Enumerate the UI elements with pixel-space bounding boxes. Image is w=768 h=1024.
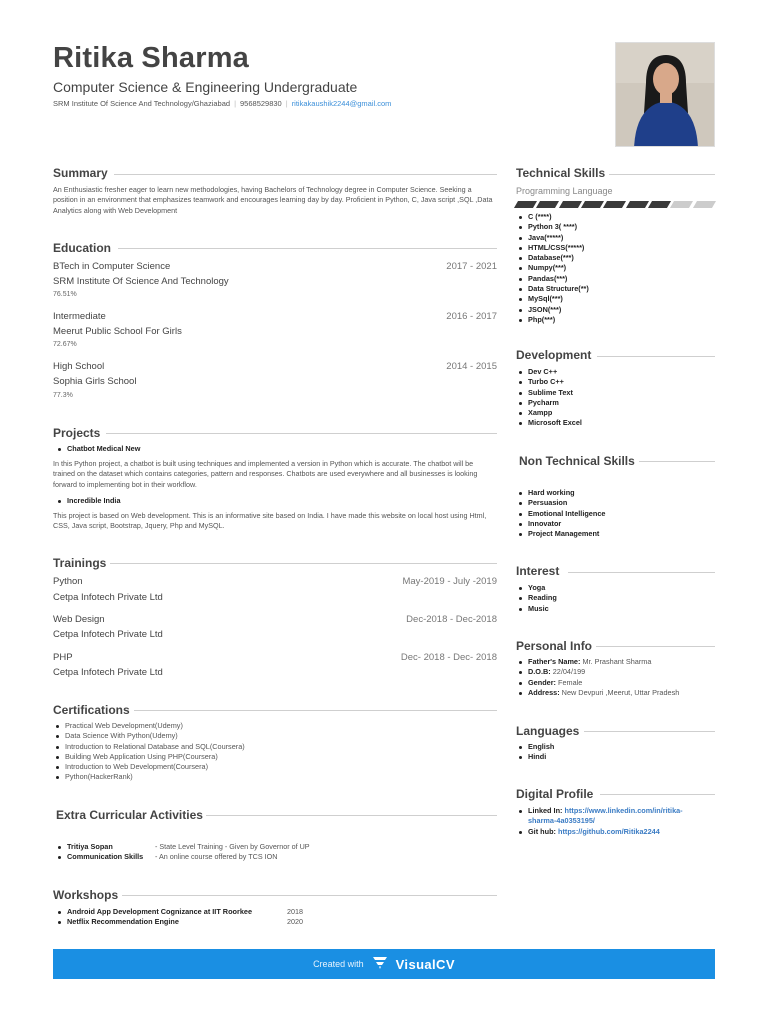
certification-item: Building Web Application Using PHP(Coursera) <box>53 752 245 762</box>
skill-bar-segment-filled <box>603 201 626 208</box>
section-rule <box>568 572 715 573</box>
personal-info-item <box>516 678 679 688</box>
github-label: Git hub: <box>528 826 556 836</box>
interest-item: Music <box>516 604 557 614</box>
linkedin-item-continued <box>516 816 683 826</box>
personal-info-value: New Devpuri ,Meerut, Uttar Pradesh <box>561 687 680 697</box>
training-dates: Dec- 2018 - Dec- 2018 <box>400 652 497 663</box>
skill-bar-segment-filled <box>536 201 559 208</box>
linkedin-link-continued[interactable]: sharma-4a0353195/ <box>528 816 595 826</box>
section-title-personal-info: Personal Info <box>516 639 593 653</box>
skill-bar-segment-filled <box>648 201 671 208</box>
personal-info-list <box>516 657 679 698</box>
education-dates: 2016 - 2017 <box>446 311 497 322</box>
linkedin-item <box>516 806 683 816</box>
education-dates: 2017 - 2021 <box>446 261 497 272</box>
technical-skill-item: MySql(***) <box>516 294 589 304</box>
workshop-list <box>55 907 303 928</box>
skill-bar-segment-filled <box>581 201 604 208</box>
technical-skill-item: Numpy(***) <box>516 263 589 273</box>
section-rule <box>118 248 497 249</box>
non-technical-item: Persuasion <box>516 498 605 508</box>
personal-info-item <box>516 667 679 677</box>
personal-info-value: 22/04/199 <box>552 667 586 677</box>
digital-profile-list <box>516 806 683 837</box>
development-item: Microsoft Excel <box>516 418 582 428</box>
certification-item: Introduction to Web Development(Coursera) <box>53 762 245 772</box>
workshop-years <box>287 907 303 928</box>
contact-line <box>53 99 391 108</box>
skill-level-bar <box>516 201 714 209</box>
education-degree: Intermediate <box>53 311 106 322</box>
non-technical-list <box>516 488 605 539</box>
personal-info-value: Female <box>558 677 583 687</box>
section-rule <box>114 174 497 175</box>
section-title-interest: Interest <box>516 564 560 578</box>
technical-skill-item: Java(*****) <box>516 233 589 243</box>
workshop-year: 2020 <box>287 917 303 927</box>
project-description: This project is based on Web development. This is an informative site based on India. I have made this website on local host using Html, CSS, Java script, Bootstrap, Jquery, Php and MySQL. <box>53 511 487 531</box>
personal-info-item <box>516 688 679 698</box>
language-item: Hindi <box>516 752 554 762</box>
development-item: Turbo C++ <box>516 377 582 387</box>
non-technical-item: Project Management <box>516 529 605 539</box>
training-dates: May-2019 - July -2019 <box>402 576 497 587</box>
project-description: In this Python project, a chatbot is built using techniques and implemented a version in Python which is accurate. The chatbot will be trained on the dataset which contains categories, pattern and responses. Chatbots are used everywhere and all businesses is looking forward to implementing bot in their workflow. <box>53 459 478 489</box>
education-school: Meerut Public School For Girls <box>53 326 182 337</box>
technical-skill-item: Php(***) <box>516 315 589 325</box>
candidate-name: Ritika Sharma <box>53 42 250 74</box>
interest-item: Yoga <box>516 583 557 593</box>
non-technical-item: Emotional Intelligence <box>516 509 605 519</box>
section-title-certifications: Certifications <box>53 703 130 717</box>
github-link[interactable]: https://github.com/Ritika2244 <box>558 826 660 836</box>
technical-skill-item: C (****) <box>516 212 589 222</box>
certification-item: Introduction to Relational Database and SQL(Coursera) <box>53 742 245 752</box>
language-item: English <box>516 742 554 752</box>
section-rule <box>122 895 497 896</box>
institution-text: SRM Institute Of Science And Technology/Ghaziabad <box>53 99 231 108</box>
section-title-extracurricular: Extra Curricular Activities <box>56 808 203 822</box>
section-title-languages: Languages <box>516 724 580 738</box>
section-title-trainings: Trainings <box>53 556 107 570</box>
headline: Computer Science & Engineering Undergraduate <box>53 79 358 95</box>
workshop-name: Android App Development Cognizance at IIT Roorkee <box>55 907 287 917</box>
training-org: Cetpa Infotech Private Ltd <box>53 667 163 678</box>
personal-info-value: Mr. Prashant Sharma <box>582 657 652 666</box>
extracurricular-desc: - State Level Training - Given by Governor of UP <box>155 842 310 851</box>
technical-skill-item: JSON(***) <box>516 305 589 315</box>
footer-brand: VisualCV <box>395 956 455 972</box>
section-rule <box>134 710 497 711</box>
section-title-projects: Projects <box>53 426 101 440</box>
summary-text: An Enthusiastic fresher eager to learn new methodologies, having Bachelors of Technology degree in Computer Science. Seeking a position in an environment that emphasizes teamwork and encourages learning day by day. Proficient in Python, C, Java script ,SQL ,Data Analytics along with Web Development <box>53 185 493 215</box>
project-list <box>55 444 140 454</box>
education-score: 76.51% <box>53 291 77 298</box>
section-rule <box>597 356 715 357</box>
section-title-development: Development <box>516 348 592 362</box>
personal-info-label: Gender: <box>528 677 556 687</box>
section-rule <box>206 815 497 816</box>
technical-skill-item: Pandas(***) <box>516 274 589 284</box>
education-dates: 2014 - 2015 <box>446 361 497 372</box>
development-item: Pycharm <box>516 398 582 408</box>
personal-info-label: D.O.B: <box>528 667 551 677</box>
workshop-names <box>55 907 287 928</box>
development-item: Xampp <box>516 408 582 418</box>
section-rule <box>639 461 715 462</box>
profile-photo <box>615 42 715 147</box>
section-title-digital-profile: Digital Profile <box>516 787 594 801</box>
education-school: Sophia Girls School <box>53 376 137 387</box>
education-score: 77.3% <box>53 392 73 399</box>
development-list <box>516 367 582 429</box>
skill-bar-segment-filled <box>514 201 537 208</box>
separator: | <box>234 99 237 108</box>
training-name: Python <box>53 576 83 587</box>
section-rule <box>110 563 497 564</box>
language-list <box>516 742 554 763</box>
visualcv-logo-icon <box>372 956 388 972</box>
technical-skill-item: HTML/CSS(*****) <box>516 243 589 253</box>
section-rule <box>600 794 715 795</box>
education-degree: BTech in Computer Science <box>53 261 171 272</box>
training-name: PHP <box>53 652 73 663</box>
workshop-name: Netflix Recommendation Engine <box>55 917 287 927</box>
section-title-technical-skills: Technical Skills <box>516 166 606 180</box>
visualcv-footer[interactable] <box>53 949 715 979</box>
skill-bar-segment-empty <box>670 201 693 208</box>
training-dates: Dec-2018 - Dec-2018 <box>406 614 497 625</box>
certification-item: Python(HackerRank) <box>53 772 245 782</box>
development-item: Sublime Text <box>516 388 582 398</box>
certification-item: Data Science With Python(Udemy) <box>53 731 245 741</box>
section-title-non-technical-skills: Non Technical Skills <box>519 454 635 468</box>
section-rule <box>584 731 715 732</box>
technical-skill-item: Python 3( ****) <box>516 222 589 232</box>
linkedin-label: Linked In: <box>528 806 563 815</box>
section-title-summary: Summary <box>53 166 108 180</box>
extracurricular-desc: - An online course offered by TCS ION <box>155 852 278 862</box>
certification-item: Practical Web Development(Udemy) <box>53 721 245 731</box>
personal-info-item <box>516 657 679 667</box>
separator: | <box>285 99 288 108</box>
section-rule <box>596 646 715 647</box>
section-title-workshops: Workshops <box>53 888 119 902</box>
project-name: Incredible India <box>55 496 121 506</box>
skill-subtitle: Programming Language <box>516 186 613 196</box>
skill-bar-segment-filled <box>559 201 582 208</box>
development-item: Dev C++ <box>516 367 582 377</box>
extracurricular-list <box>55 842 310 863</box>
education-school: SRM Institute Of Science And Technology <box>53 276 229 287</box>
section-title-education: Education <box>53 241 112 255</box>
project-name: Chatbot Medical New <box>55 444 140 454</box>
technical-skill-list <box>516 212 589 325</box>
footer-text: Created with <box>313 959 364 969</box>
github-item <box>516 827 683 837</box>
non-technical-item: Hard working <box>516 488 605 498</box>
interest-list <box>516 583 557 614</box>
extracurricular-names <box>55 842 155 863</box>
extracurricular-descriptions <box>155 842 310 863</box>
extracurricular-name: Tritiya Sopan <box>55 842 155 852</box>
education-score: 72.67% <box>53 341 77 348</box>
training-name: Web Design <box>53 614 105 625</box>
training-org: Cetpa Infotech Private Ltd <box>53 592 163 603</box>
project-list <box>55 496 121 506</box>
non-technical-item: Innovator <box>516 519 605 529</box>
personal-info-label: Address: <box>528 687 560 697</box>
phone-text: 9568529830 <box>240 99 282 108</box>
interest-item: Reading <box>516 593 557 603</box>
training-org: Cetpa Infotech Private Ltd <box>53 629 163 640</box>
skill-bar-segment-empty <box>693 201 716 208</box>
skill-bar-segment-filled <box>626 201 649 208</box>
education-degree: High School <box>53 361 105 372</box>
section-rule <box>609 174 715 175</box>
personal-info-label: Father's Name: <box>528 657 581 666</box>
section-rule <box>106 433 497 434</box>
email-link[interactable]: ritikakaushik2244@gmail.com <box>291 99 392 108</box>
workshop-year: 2018 <box>287 907 303 916</box>
technical-skill-item: Database(***) <box>516 253 589 263</box>
certification-list <box>53 721 245 783</box>
extracurricular-name: Communication Skills <box>55 852 155 862</box>
technical-skill-item: Data Structure(**) <box>516 284 589 294</box>
linkedin-link[interactable]: https://www.linkedin.com/in/ritika- <box>564 806 683 815</box>
